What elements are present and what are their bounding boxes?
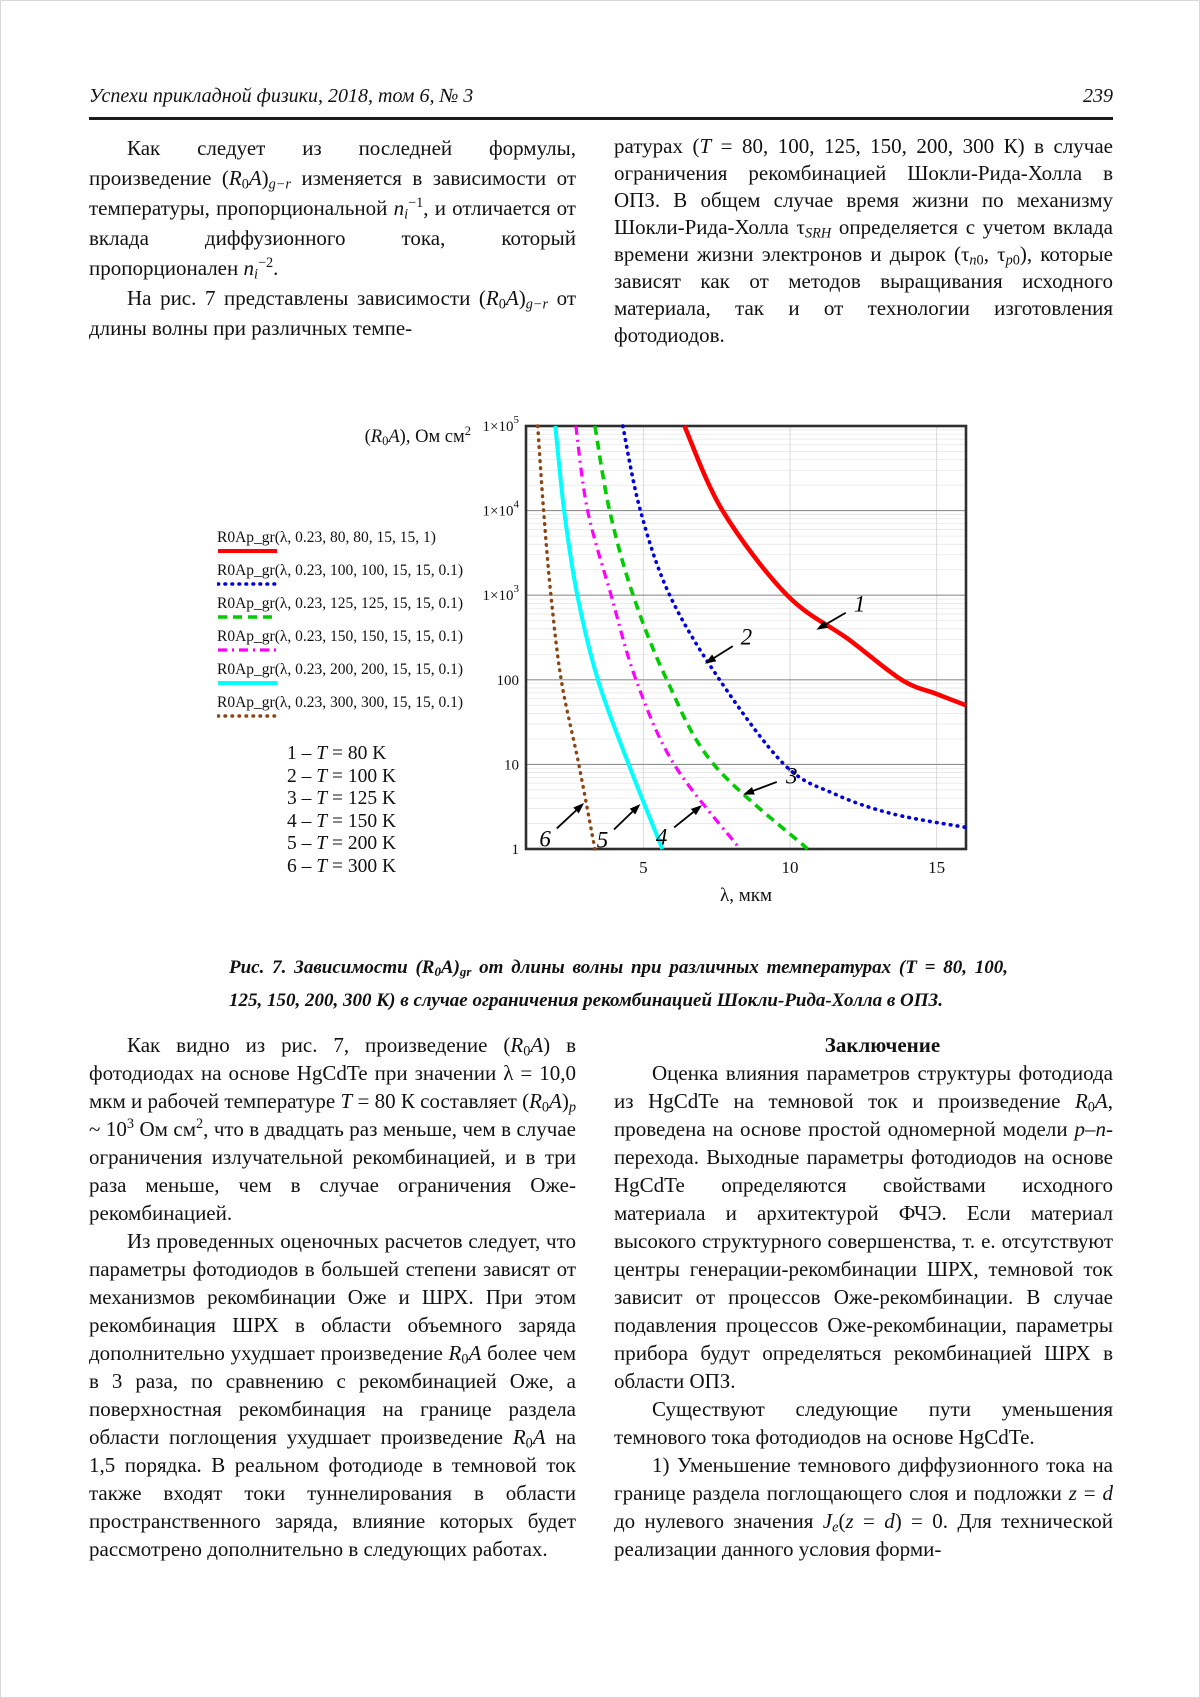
paragraph: 1) Уменьшение темнового диффузионного тока на границе раздела поглощающего слоя и подложки z = d до нулевого значения $J_e(z = d) = 0$. Для технической реализации данного условия форми- (614, 1453, 1114, 1561)
page-number: 239 (1083, 85, 1113, 107)
figure-caption (229, 951, 1008, 1017)
figure-7-chart (451, 379, 1021, 919)
svg-text:10: 10 (504, 757, 519, 774)
legend-entry (217, 529, 472, 562)
temp-legend-item: 2 – T = 100 K (287, 765, 397, 787)
legend-entry (217, 562, 472, 595)
svg-text:100: 100 (496, 672, 519, 689)
top-right-column (614, 133, 1113, 349)
legend-line-sample (217, 646, 279, 654)
paragraph: На рис. 7 представлены зависимости $(R_0A)_{g-r}$ от длины волны при различных темпе- (89, 286, 576, 340)
legend-entry (217, 661, 472, 694)
svg-text:1×103: $1\times 10^3$ (482, 583, 519, 605)
svg-text:5: 5 (639, 858, 648, 877)
temp-legend-item: 4 – T = 150 K (287, 810, 397, 832)
svg-text:4: 4 (655, 824, 668, 850)
temp-legend-item: 1 – T = 80 K (287, 743, 387, 764)
svg-text:10: 10 (781, 858, 799, 877)
temp-legend-item: 3 – T = 125 K (287, 788, 397, 809)
paragraph: Как следует из последней формулы, произведение $(R_0A)_{g-r}$ изменяется в зависимости от температуры, пропорциональной $n_i^{-1}$, и отличается от вклада диффузионного тока, который пропорционален $n_i^{-2}$. (89, 136, 577, 283)
svg-text:5: 5 (596, 827, 609, 853)
legend-line-sample (217, 712, 279, 720)
legend-line-sample (217, 613, 279, 621)
figure-caption-line2: 125, 150, 200, 300 К) в случае ограничения рекомбинацией Шокли-Рида-Холла в ОПЗ. (229, 990, 943, 1011)
bottom-left-column (89, 1031, 576, 1563)
svg-text:1×105: $1\times 10^5$ (482, 414, 519, 435)
section-heading: Заключение (824, 1033, 941, 1057)
chart-y-title: $(R_0A)$, Ом $см^2$ (364, 424, 471, 449)
bottom-right-column (614, 1031, 1113, 1563)
legend-entry (217, 694, 472, 727)
legend-label: R0Ap_gr(λ, 0.23, 125, 125, 15, 15, 0.1) (217, 595, 464, 612)
paragraph: Как видно из рис. 7, произведение $(R_0A)$ в фотодиодах на основе HgCdTe при значении λ = 10,0 мкм и рабочей температуре T = 80 К составляет $(R_0A)_p$ ~ $10^3$ Ом $см^2$, что в двадцать раз меньше, чем в случае ограничения излучательной рекомбинацией, и в три раза меньше, чем в случае ограничения Оже-рекомбинацией. (89, 1033, 576, 1225)
svg-text:1: 1 (853, 591, 866, 617)
legend-entry (217, 595, 472, 628)
figure-caption-line1: Рис. 7. Зависимости $(R_0A)_{gr}$ от длины волны при различных температурах (Т = 80, 100, (229, 957, 1008, 980)
temp-legend-item: 6 – T = 300 K (287, 855, 397, 877)
svg-text:15: 15 (928, 858, 946, 877)
paragraph: ратурах (T = 80, 100, 125, 150, 200, 300 К) в случае ограничения рекомбинацией Шокли-Рида-Холла в ОПЗ. В общем случае время жизни по механизму Шокли-Рида-Холла $\tau_{SRH}$ определяется с учетом вклада времени жизни электронов и дырок ($\tau_{n0}$, $\tau_{p0}$), которые зависят как от методов выращивания исходного материала, так и от технологии изготовления фотодиодов. (614, 134, 1113, 347)
header-rule (89, 117, 1113, 120)
chart-legend (217, 529, 472, 727)
chart-temperature-legend (287, 743, 396, 878)
chart-svg (451, 379, 1021, 919)
legend-label: R0Ap_gr(λ, 0.23, 300, 300, 15, 15, 0.1) (217, 694, 464, 711)
svg-text:2: 2 (740, 624, 753, 650)
svg-text:1: 1 (511, 842, 519, 858)
paragraph: Существуют следующие пути уменьшения темнового тока фотодиодов на основе HgCdTe. (614, 1397, 1113, 1449)
legend-line-sample (217, 580, 279, 588)
svg-text:3: 3 (786, 763, 798, 789)
svg-text:1×104: $1\times 10^4$ (482, 498, 519, 520)
paragraph: Из проведенных оценочных расчетов следует, что параметры фотодиодов в большей степени зависят от механизмов рекомбинации Оже и ШРХ. При этом рекомбинация ШРХ в области объемного заряда дополнительно ухудшает произведение $R_0A$ более чем в 3 раза, по сравнению с рекомбинацией Оже, а поверхностная рекомбинация на границе раздела области поглощения ухудшает произведение $R_0A$ на 1,5 порядка. В реальном фотодиоде в темновой ток также входят токи туннелирования в области пространственного заряда, влияние которых будет рассмотрено дополнительно в следующих работах. (89, 1229, 577, 1561)
svg-text:λ, мкм: λ, мкм (720, 885, 772, 906)
legend-entry (217, 628, 472, 661)
legend-label: R0Ap_gr(λ, 0.23, 200, 200, 15, 15, 0.1) (217, 661, 464, 678)
svg-text:6: 6 (539, 826, 551, 852)
temp-legend-item: 5 – T = 200 K (287, 833, 397, 854)
legend-label: R0Ap_gr(λ, 0.23, 150, 150, 15, 15, 0.1) (217, 628, 464, 645)
paragraph: Оценка влияния параметров структуры фотодиода из HgCdTe на темновой ток и произведение $R_0A$, проведена на основе простой одномерной модели p–n-перехода. Выходные параметры фотодиодов на основе HgCdTe определяются свойствами исходного материала и архитектурой ФЧЭ. Если материал высокого структурного совершенства, т. е. отсутствуют центры генерации-рекомбинации ШРХ, темновой ток зависит от процессов Оже-рекомбинации. В случае подавления процессов Оже-рекомбинации, параметры прибора будут определяться рекомбинацией ШРХ в области ОПЗ. (614, 1061, 1113, 1393)
legend-line-sample (217, 679, 279, 687)
journal-title: Успехи прикладной физики, 2018, том 6, № 3 (89, 85, 474, 107)
legend-line-sample (217, 547, 279, 555)
legend-label: R0Ap_gr(λ, 0.23, 80, 80, 15, 15, 1) (217, 529, 436, 546)
top-left-column (89, 133, 576, 343)
legend-label: R0Ap_gr(λ, 0.23, 100, 100, 15, 15, 0.1) (217, 562, 464, 579)
